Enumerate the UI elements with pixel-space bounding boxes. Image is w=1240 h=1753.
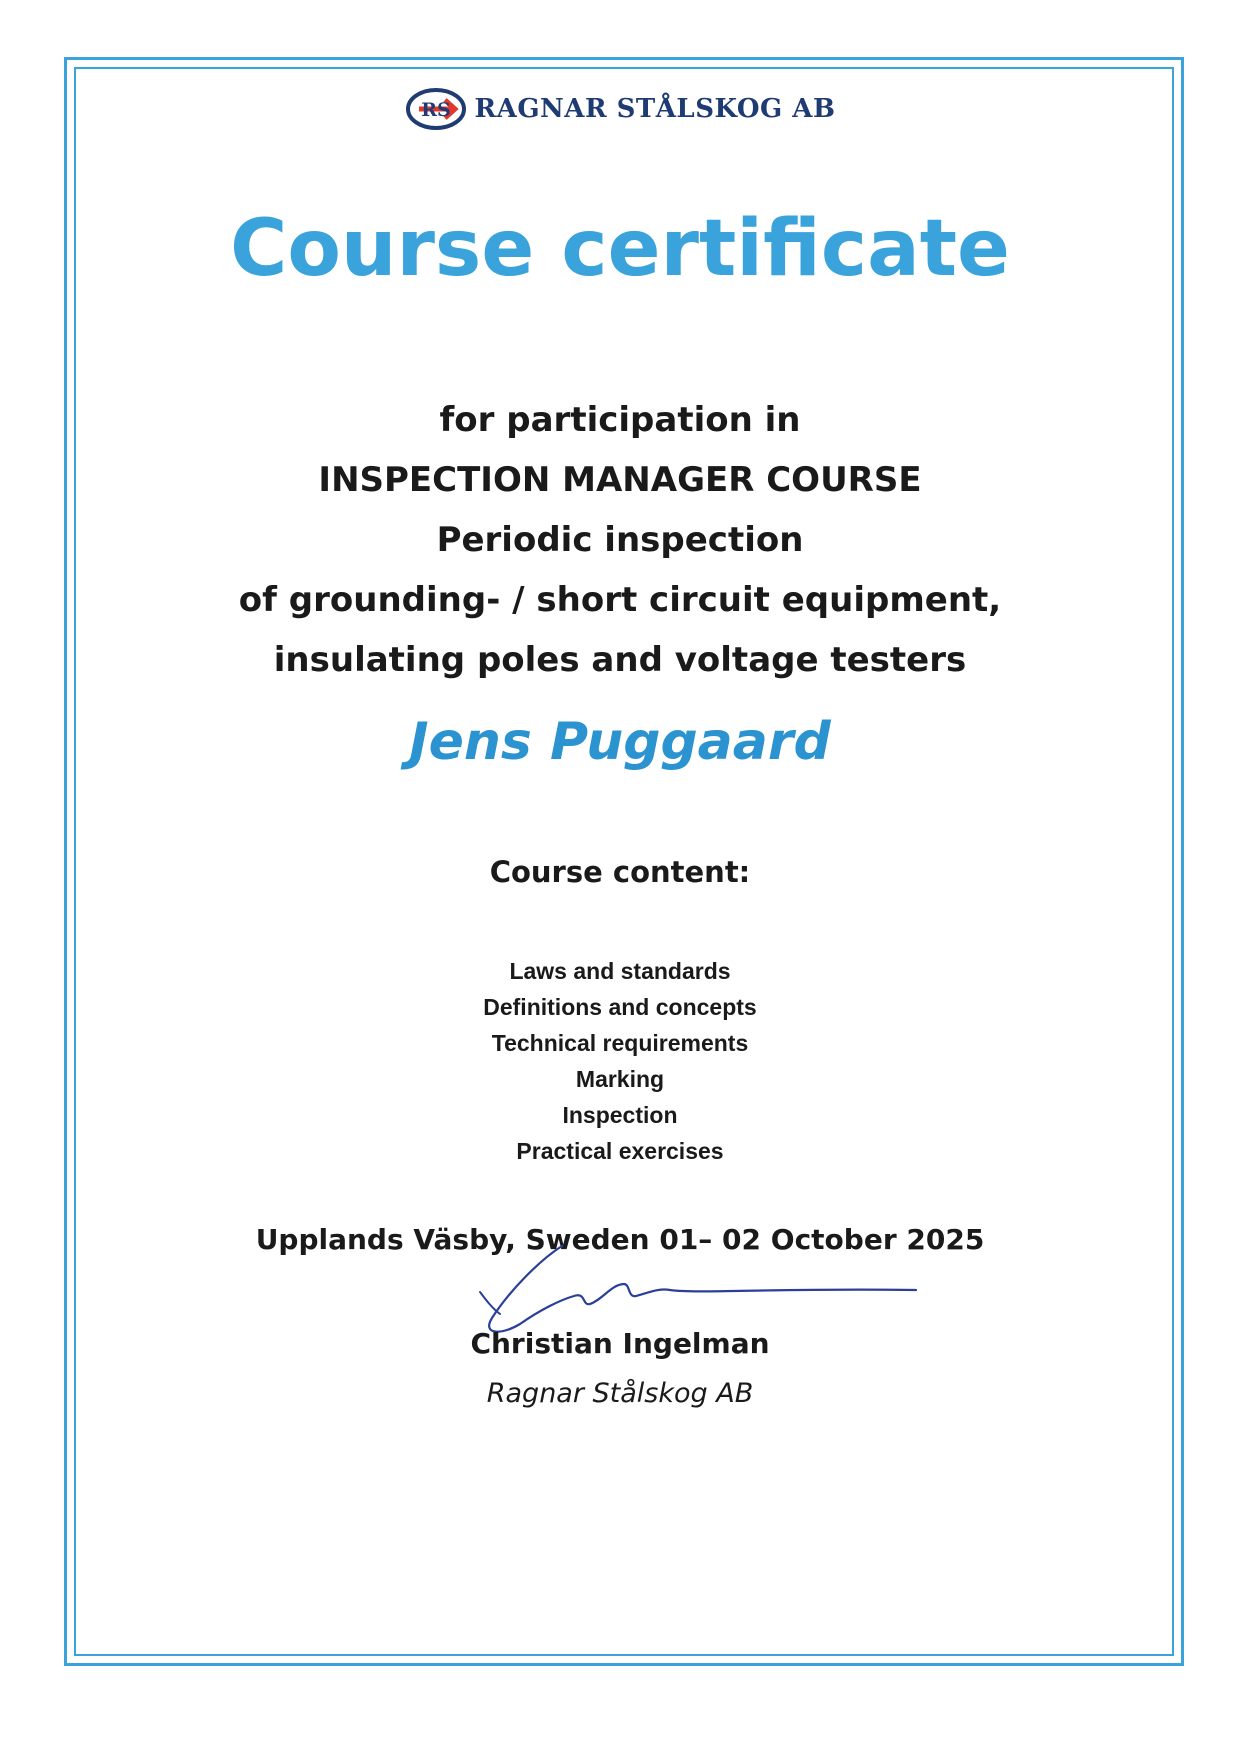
course-content-heading: Course content: bbox=[489, 855, 751, 889]
course-content-item: Laws and standards bbox=[509, 958, 731, 984]
intro-line-5: insulating poles and voltage testers bbox=[273, 640, 967, 680]
signatory-name: Christian Ingelman bbox=[470, 1327, 770, 1360]
intro-line-2: INSPECTION MANAGER COURSE bbox=[318, 460, 922, 500]
participant-name: Jens Puggaard bbox=[409, 712, 831, 772]
intro-line-4: of grounding- / short circuit equipment, bbox=[238, 580, 1002, 620]
course-content-item: Inspection bbox=[562, 1102, 678, 1128]
company-name: RAGNAR STÅLSKOG AB bbox=[474, 94, 836, 124]
rs-logo-icon bbox=[405, 86, 467, 132]
company-logo bbox=[0, 86, 1240, 132]
place-and-date: Upplands Väsby, Sweden 01– 02 October 2025 bbox=[255, 1223, 985, 1256]
certificate-title: Course certificate bbox=[230, 204, 1010, 294]
course-content-item: Definitions and concepts bbox=[483, 994, 757, 1020]
logo-mark-text: RS bbox=[420, 99, 451, 121]
intro-line-1: for participation in bbox=[439, 400, 801, 440]
course-content-item: Practical exercises bbox=[516, 1138, 724, 1164]
course-content-item: Marking bbox=[575, 1066, 665, 1092]
course-content-item: Technical requirements bbox=[491, 1030, 749, 1056]
signatory-company: Ragnar Stålskog AB bbox=[486, 1378, 754, 1409]
intro-line-3: Periodic inspection bbox=[436, 520, 804, 560]
